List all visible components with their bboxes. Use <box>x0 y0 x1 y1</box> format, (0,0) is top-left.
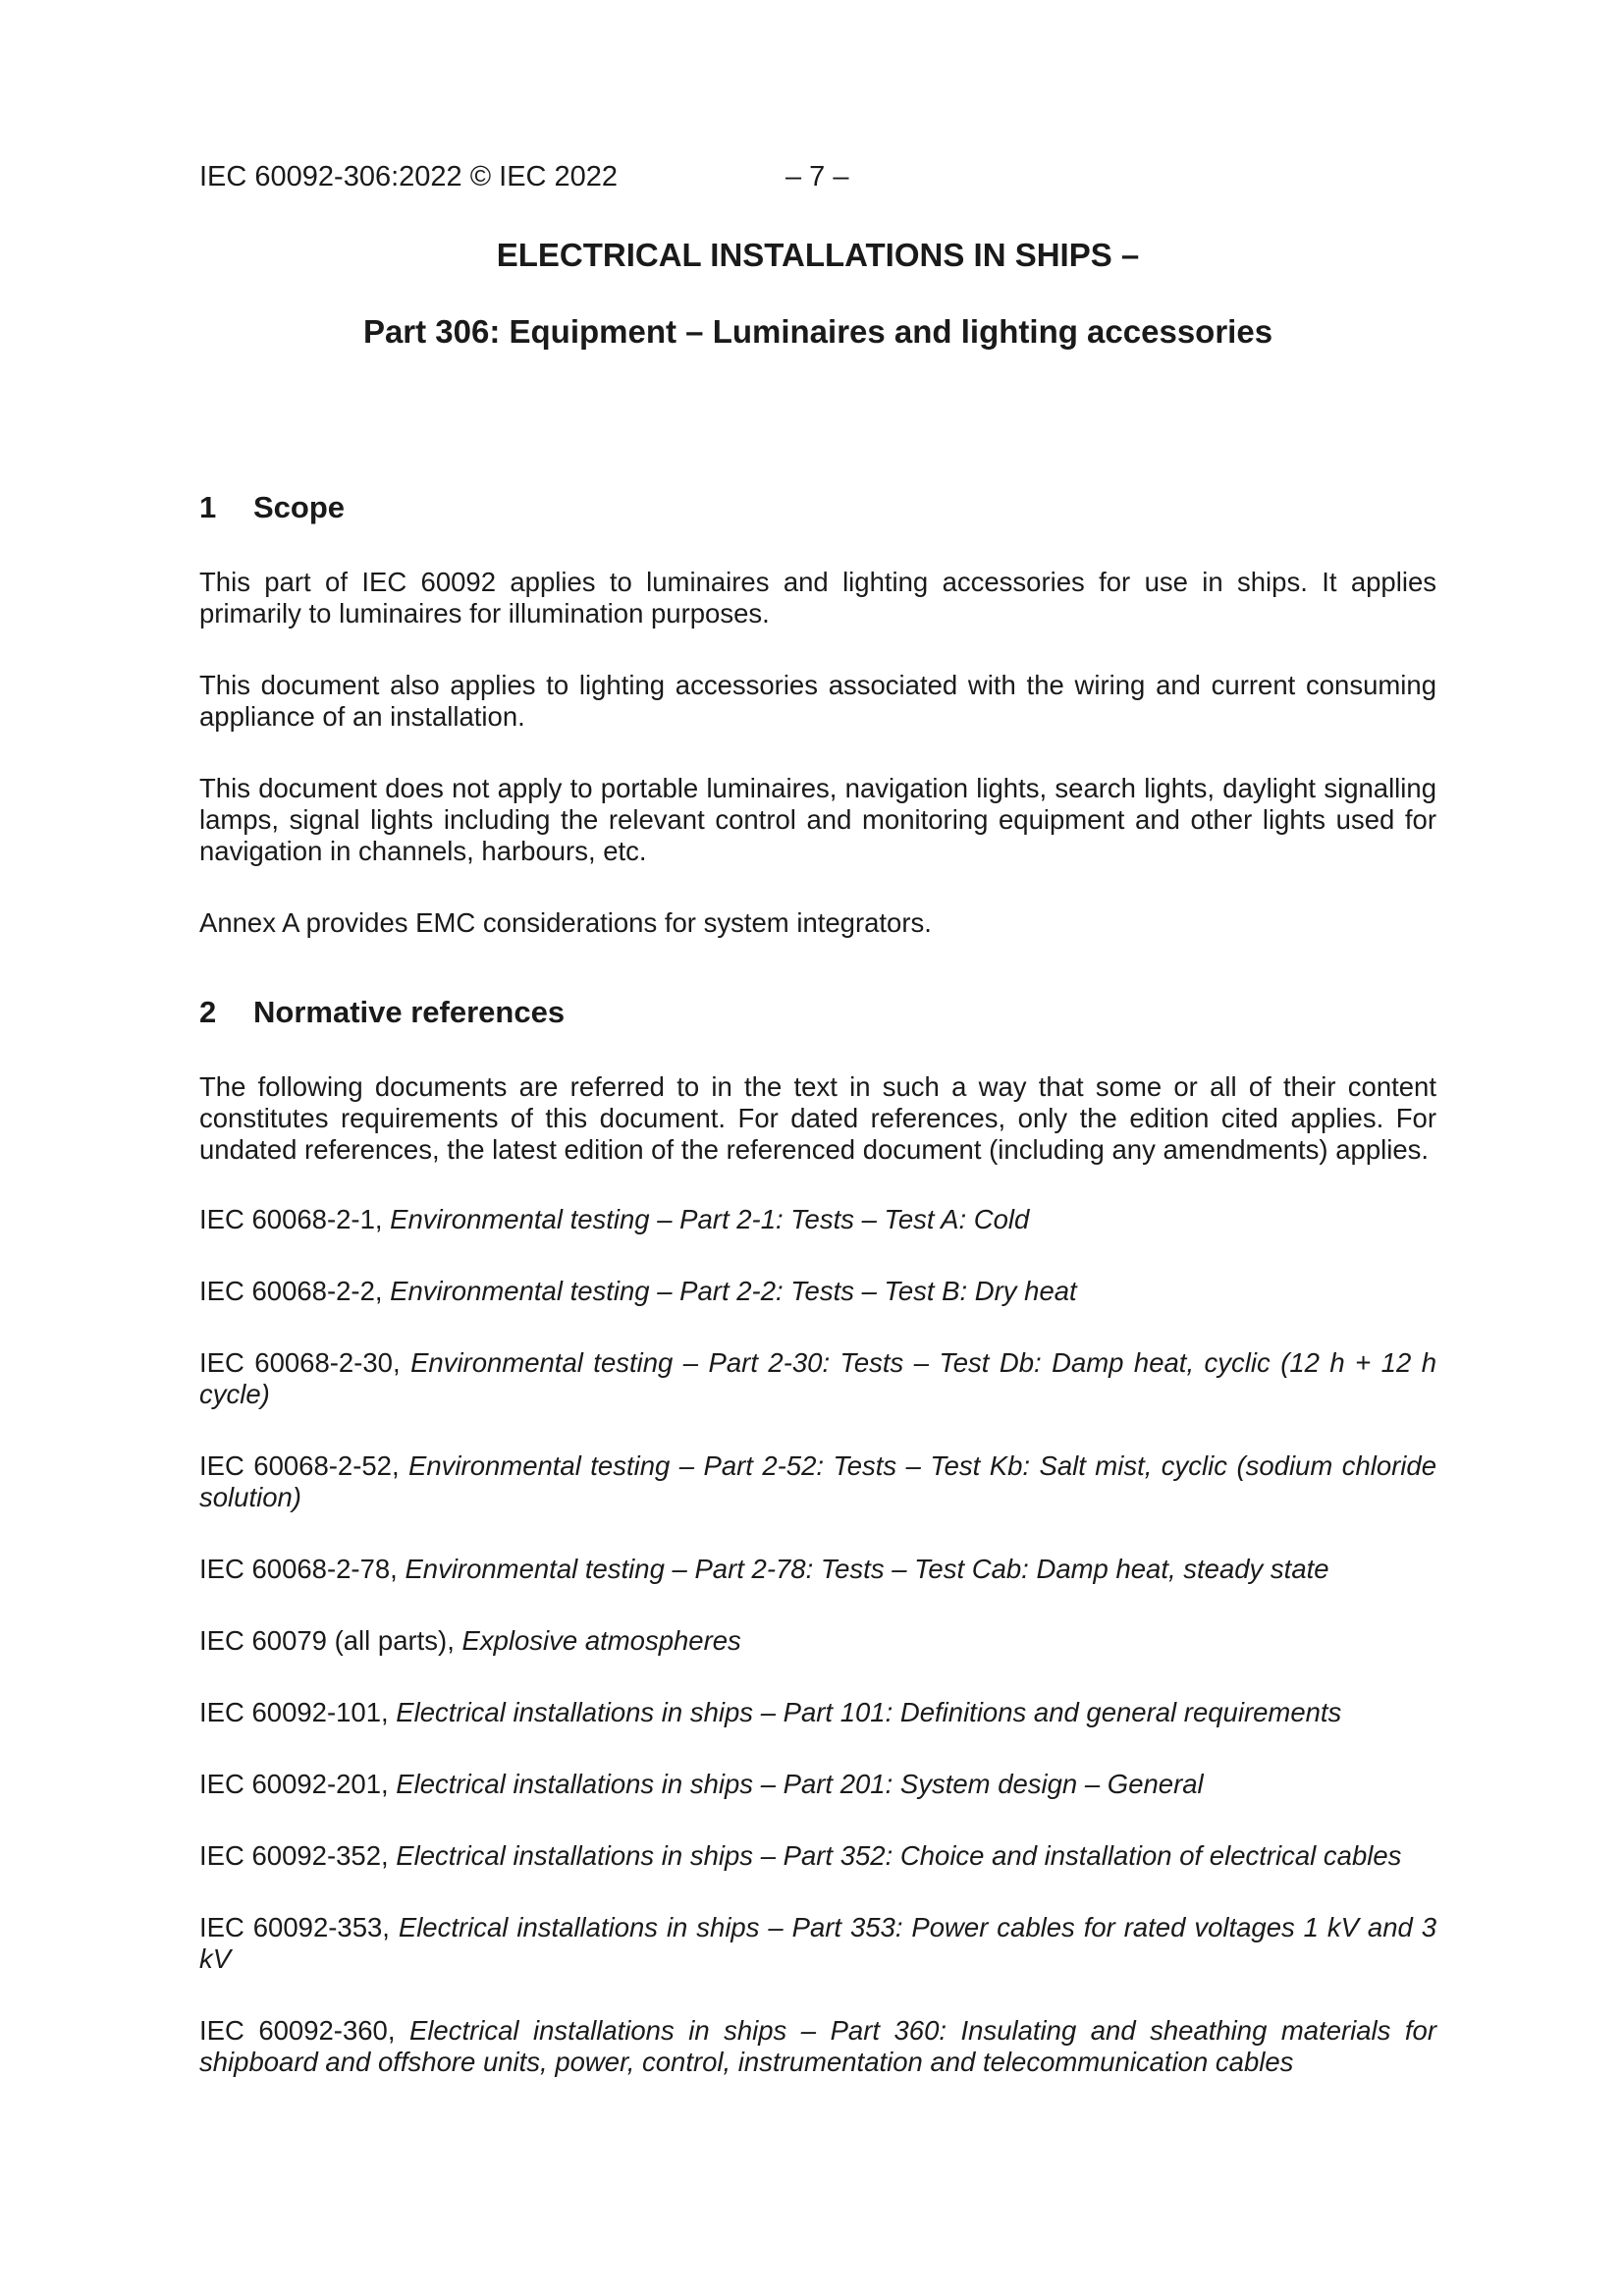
reference-title: Environmental testing – Part 2-1: Tests – Test A: Cold <box>390 1204 1030 1234</box>
reference-id: IEC 60068-2-30, <box>199 1347 401 1378</box>
header-page-number: – 7 – <box>785 161 849 192</box>
section-title: Scope <box>253 490 346 524</box>
reference-id: IEC 60092-352, <box>199 1840 389 1871</box>
reference-id: IEC 60068-2-52, <box>199 1450 400 1481</box>
reference-title: Environmental testing – Part 2-52: Tests – Test Kb: Salt mist, cyclic (sodium chloride solution) <box>199 1450 1437 1512</box>
section-heading-normative-references <box>199 992 1436 1033</box>
reference-entry <box>199 1276 1436 1307</box>
normative-intro-paragraph: The following documents are referred to in the text in such a way that some or all of their content constitutes requirements of this document. For dated references, only the edition cited applies. For undated references, the latest edition of the referenced document (including any amendments) applies. <box>199 1071 1436 1165</box>
reference-entry <box>199 1912 1436 1975</box>
header-doc-id: IEC 60092-306:2022 © IEC 2022 <box>199 161 619 192</box>
reference-entry <box>199 2015 1436 2078</box>
section-heading-scope <box>199 487 1436 528</box>
document-subtitle: Part 306: Equipment – Luminaires and lighting accessories <box>362 313 1273 350</box>
section-title: Normative references <box>253 995 566 1029</box>
reference-id: IEC 60068-2-78, <box>199 1554 398 1584</box>
reference-title: Environmental testing – Part 2-2: Tests – Test B: Dry heat <box>390 1276 1077 1306</box>
reference-entry <box>199 1204 1436 1235</box>
reference-title: Environmental testing – Part 2-78: Tests – Test Cab: Damp heat, steady state <box>405 1554 1329 1584</box>
reference-title: Electrical installations in ships – Part 201: System design – General <box>396 1769 1204 1799</box>
reference-id: IEC 60092-101, <box>199 1697 389 1727</box>
reference-entry <box>199 1450 1436 1513</box>
reference-entry <box>199 1697 1436 1728</box>
reference-title: Electrical installations in ships – Part 352: Choice and installation of electrical cables <box>396 1840 1402 1871</box>
scope-paragraph: This document does not apply to portable luminaires, navigation lights, search lights, daylight signalling lamps, signal lights including the relevant control and monitoring equipment and other lights used for navigation in channels, harbours, etc. <box>199 773 1436 866</box>
reference-title: Explosive atmospheres <box>461 1625 741 1656</box>
reference-id: IEC 60079 (all parts), <box>199 1625 455 1656</box>
scope-paragraph: This part of IEC 60092 applies to luminaires and lighting accessories for use in ships. It applies primarily to luminaires for illumination purposes. <box>199 567 1436 629</box>
running-header <box>199 157 1436 196</box>
reference-title: Electrical installations in ships – Part 353: Power cables for rated voltages 1 kV and 3 kV <box>199 1912 1437 1974</box>
reference-entry <box>199 1554 1436 1585</box>
section-number: 1 <box>199 490 217 524</box>
reference-id: IEC 60092-360, <box>199 2015 396 2046</box>
scope-paragraph: Annex A provides EMC considerations for system integrators. <box>199 907 932 938</box>
reference-id: IEC 60092-353, <box>199 1912 390 1942</box>
document-page <box>199 157 1436 2118</box>
reference-title: Environmental testing – Part 2-30: Tests – Test Db: Damp heat, cyclic (12 h + 12 h cycle) <box>199 1347 1436 1409</box>
scope-paragraph: This document also applies to lighting accessories associated with the wiring and current consuming appliance of an installation. <box>199 670 1436 732</box>
section-number: 2 <box>199 995 217 1029</box>
reference-entry <box>199 1347 1436 1410</box>
reference-id: IEC 60068-2-2, <box>199 1276 383 1306</box>
reference-entry <box>199 1769 1436 1800</box>
reference-title: Electrical installations in ships – Part 101: Definitions and general requirements <box>396 1697 1342 1727</box>
reference-id: IEC 60092-201, <box>199 1769 389 1799</box>
reference-entry <box>199 1625 1436 1657</box>
reference-id: IEC 60068-2-1, <box>199 1204 383 1234</box>
document-title: ELECTRICAL INSTALLATIONS IN SHIPS – <box>496 237 1140 273</box>
reference-entry <box>199 1840 1436 1872</box>
reference-title: Electrical installations in ships – Part 360: Insulating and sheathing materials for shipboard and offshore units, power, control, instrumentation and telecommunication cables <box>199 2015 1436 2077</box>
reference-list <box>199 1204 1436 2078</box>
